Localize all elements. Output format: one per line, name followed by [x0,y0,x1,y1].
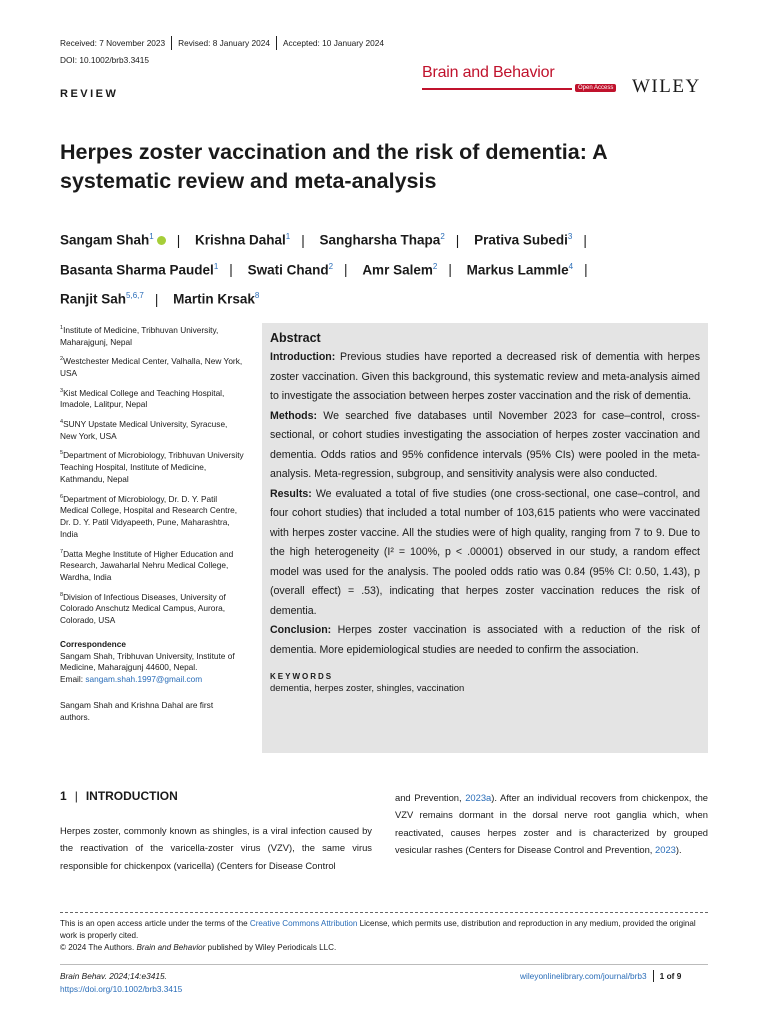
author[interactable]: Sangharsha Thapa$^2$ [319,232,445,248]
affiliation: $^8$Division of Infectious Diseases, University of Colorado Anschutz Medical Campus, Aurora, Colorado, USA [60,591,226,626]
license-notice: This is an open access article under the terms of the Creative Commons Attribution License, which permits use, distribution and reproduction in any medium, provided the original work is properly cited. © 2024 The Authors. Brain and Behavior published by Wiley Periodicals LLC. [60,919,696,952]
divider [60,912,708,913]
author[interactable]: Krishna Dahal$^1$ [195,232,291,248]
affiliation: $^2$Westchester Medical Center, Valhalla, New York, USA [60,356,243,378]
article-dates [60,36,384,50]
author[interactable]: Amr Salem$^2$ [362,261,438,277]
intro-paragraph: Herpes zoster, commonly known as shingles, is a viral infection caused by the reactivation of the varicella-zoster virus (VZV), the same virus responsible for chickenpox (varicella) (Centers for Disease Control [60,825,372,871]
abstract-results: Results: We evaluated a total of five studies (one cross-sectional, one case–control, and four cohort studies) that included a total number of 103,615 patients who were vaccinated with herpes zoster vaccine. All the studies were of high quality, ranging from 7 to 9. Due to the high heterogeneity (I² = 100%, p < .00001) observed in our study, a random effect model was used for the analysis. The pooled odds ratio was 0.84 (95% CI: 0.50, 1.43), p (overall effect) = .53), indicating that herpes zoster vaccination reduces the risk of dementia. [270,487,700,617]
affiliation: $^6$Department of Microbiology, Dr. D. Y. Patil Medical College, Hospital and Research Centre, Dr. D. Y. Patil Vidyapeeth, Pune, Maharashtra, India [60,493,238,539]
correspondence-heading: Correspondence [60,638,126,649]
author[interactable]: Markus Lammle$^4$ [466,261,574,277]
keywords: dementia, herpes zoster, shingles, vaccination [270,683,465,694]
divider [60,964,708,965]
abstract-box [262,323,708,753]
affiliation: $^4$SUNY Upstate Medical University, Syracuse, New York, USA [60,418,228,441]
first-author-note: Sangam Shah and Krishna Dahal are first authors. [60,700,214,722]
affiliation: $^1$Institute of Medicine, Tribhuvan University, Maharajgunj, Nepal [60,324,219,347]
author-list: Sangam Shah$^1$ | Krishna Dahal$^1$ | Sangharsha Thapa$^2$ | Prativa Subedi$^3$ | Basanta Sharma Paudel$^1$ | Swati Chand$^2$ | Amr Salem$^2$ | Markus Lammle$^4$ | Ranjit Sah$^{5,6,7}$ | Martin Krsak$^8$ [60,224,720,313]
author[interactable]: Sangam Shah$^1$ [60,224,166,254]
email-link[interactable]: sangam.shah.1997@gmail.com [85,674,203,685]
affiliations [60,323,245,724]
revised-date: Revised: 8 January 2024 [178,38,270,48]
affiliation: $^5$Department of Microbiology, Tribhuvan University Teaching Hospital, Institute of Medicine, Kathmandu, Nepal [60,450,244,484]
author[interactable]: Basanta Sharma Paudel$^1$ [60,261,219,277]
journal-underline [422,88,572,90]
correspondence-text: Sangam Shah, Tribhuvan University, Institute of Medicine, Maharajgunj 44600, Nepal. Email: sangam.shah.1997@gmail.com [60,650,235,685]
article-title: Herpes zoster vaccination and the risk of dementia: A systematic review and meta-analysis [60,140,607,193]
affiliation: $^7$Datta Meghe Institute of Higher Education and Research, Jawaharlal Nehru Medical College, Wardha, India [60,548,234,582]
received-date: Received: 7 November 2023 [60,38,166,48]
author[interactable]: Swati Chand$^2$ [247,261,334,277]
citation-link[interactable]: 2023 [655,844,676,856]
page-number: 1 of 9 [659,971,682,981]
section-label: REVIEW [60,88,119,100]
abstract-methods: Methods: We searched five databases until November 2023 for case–control, cross-sectional, or cohort studies investigating the association of herpes zoster vaccination and dementia. Odds ratios and 95% confidence intervals (95% CIs) were pooled in the meta-analysis. Meta-regression, subgroup, and sensitivity analysis were also conducted. [270,409,700,480]
orcid-icon[interactable] [157,236,166,245]
journal-link[interactable]: wileyonlinelibrary.com/journal/brb3 [520,971,647,981]
license-link[interactable]: Creative Commons Attribution [249,919,358,928]
publisher-logo: WILEY [632,76,701,97]
author[interactable]: Prativa Subedi$^3$ [474,232,573,248]
divider [171,36,172,50]
divider [653,970,654,982]
intro-paragraph-continued: and Prevention, 2023a). After an individual recovers from chickenpox, the VZV remains dormant in the dorsal nerve root ganglia which, when reactivated, causes herpes zoster and is characterized by grouped vesicular rashes (Centers for Disease Control and Prevention, 2023). [395,792,708,856]
accepted-date: Accepted: 10 January 2024 [282,38,384,48]
doi: DOI: 10.1002/brb3.3415 [60,55,150,65]
doi-link[interactable]: https://doi.org/10.1002/brb3.3415 [60,983,183,994]
author[interactable]: Martin Krsak$^8$ [173,291,260,307]
affiliation: $^3$Kist Medical College and Teaching Hospital, Imadole, Lalitpur, Nepal [60,387,225,410]
divider [276,36,277,50]
journal-name: Brain and Behavior [422,64,555,81]
section-heading: 1 | INTRODUCTION [60,789,178,803]
open-access-badge: Open Access [575,84,616,92]
citation-link[interactable]: 2023a [465,792,492,803]
abstract-heading: Abstract [270,331,321,345]
footer-citation: Brain Behav. 2024;14:e3415. https://doi.org/10.1002/brb3.3415 [60,971,183,994]
footer-right [520,970,681,982]
abstract-conclusion: Conclusion: Herpes zoster vaccination is associated with a reduction of the risk of dementia. More epidemiological studies are needed to confirm the association. [270,624,700,656]
abstract-introduction: Introduction: Previous studies have reported a decreased risk of dementia with herpes zoster vaccination. Given this background, this systematic review and meta-analysis aimed to investigate the association between herpes zoster vaccination and the risk of dementia. [270,351,700,402]
keywords-heading: KEYWORDS [270,672,334,681]
author[interactable]: Ranjit Sah$^{5,6,7}$ [60,291,144,307]
